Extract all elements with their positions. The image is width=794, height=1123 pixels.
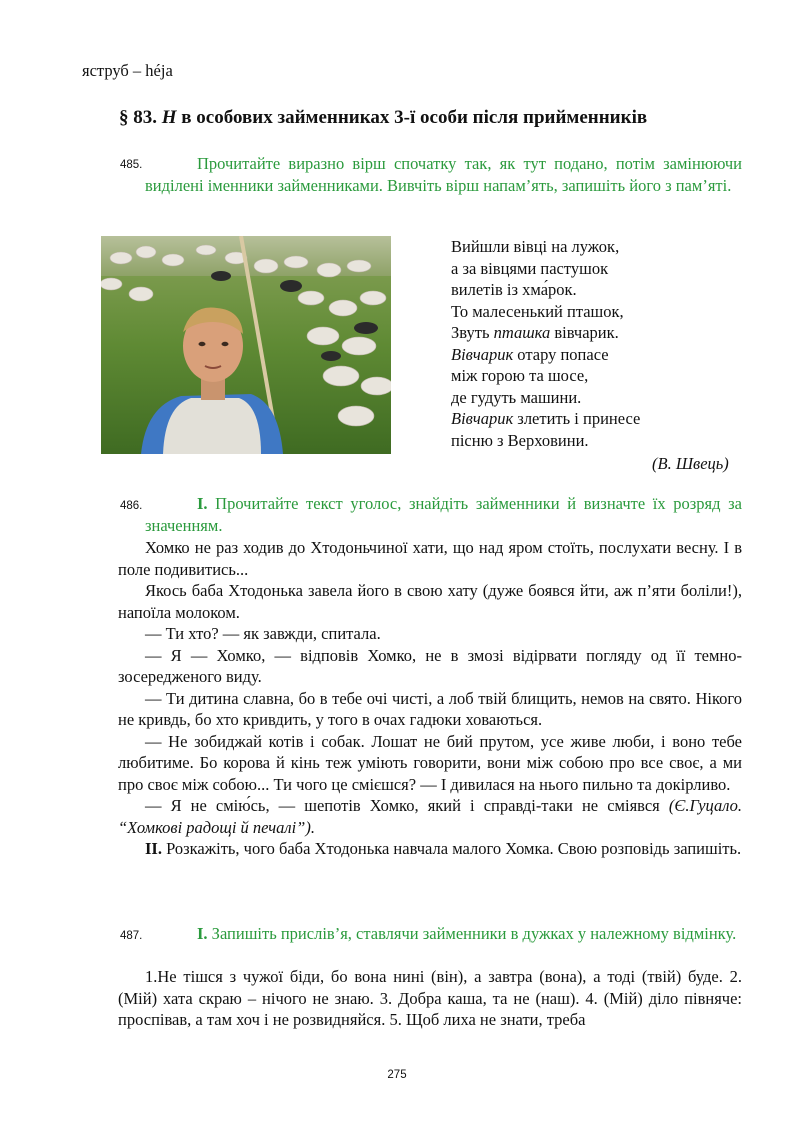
poem-line: пісню з Верховини. (451, 430, 589, 450)
section-title-rest: в особових займенниках 3-ї особи після прийменників (176, 107, 648, 128)
exercise-486-text (118, 537, 742, 860)
task-roman-numeral: I. (197, 924, 208, 943)
exercise-486-number: 486. (120, 500, 143, 512)
poem-text: злетить і принесе (513, 409, 641, 428)
text-paragraph (118, 795, 742, 838)
text-paragraph: — Ти хто? — як завжди, спитала. (145, 624, 381, 643)
poem-line: а за вівцями пастушок (451, 258, 609, 278)
top-line: яструб – héja (82, 61, 173, 80)
poem-highlight: Вівчарик (451, 409, 514, 428)
task-text: Прочитайте текст уголос, знайдіть займенники й визначте їх розряд за значенням. (145, 494, 742, 535)
exercise-487-task (145, 923, 742, 945)
text-paragraph: — Я — Хомко, — відповів Хомко, не в змозі відірвати погляду од її темно-зосередженого виду. (118, 645, 742, 686)
text-paragraph: Хомко не раз ходив до Хтодоньчиної хати, що над яром стоїть, послухати весну. І в поле подивитись... (118, 538, 742, 579)
poem-line (451, 408, 640, 430)
text-paragraph: — Не зобиджай котів і собак. Лошат не бий прутом, усе живе люби, і воно тебе любитиме. Бо корова й кінь теж уміють говорити, вони між собою про все своє, а ми про своє між собою... Ти чого це смієшся? — І дивилася на нього пильно та докірливо. (118, 731, 742, 794)
poem-line: між горою та шосе, (451, 366, 589, 385)
poem-line: вилетів із хма́рок. (451, 280, 577, 299)
task-text: Запишіть прислів’я, ставлячи займенники в дужках у належному відмінку. (207, 924, 737, 943)
poem-line: Вийшли вівці на лужок, (451, 237, 620, 256)
exercise-487-number: 487. (120, 930, 143, 942)
poem-author: (В. Швець) (652, 454, 729, 473)
task-roman-numeral: I. (197, 494, 208, 513)
poem-highlight: пташка (493, 323, 551, 342)
poem-line (451, 344, 640, 366)
photo-illustration (101, 236, 391, 454)
poem (451, 236, 640, 451)
text-paragraph: Якось баба Хтодонька завела його в свою хату (дуже боявся йти, аж п’яти боліли!), напоїла молоком. (118, 581, 742, 622)
poem-text: Звуть (451, 323, 494, 342)
poem-text: вівчарик. (550, 323, 619, 342)
source-citation: (Є.Гуцало. “Хомкові радощі й печалі”). (118, 796, 742, 837)
page-number: 275 (387, 1069, 407, 1081)
photo-boy-with-sheep (101, 236, 391, 454)
exercise-485-number: 485. (120, 159, 143, 171)
task-text: Розкажіть, чого баба Хтодонька навчала малого Хомка. Свою розповідь запишіть. (161, 839, 742, 858)
poem-line: де гудуть машини. (451, 387, 582, 407)
section-title-italic: Н (161, 107, 177, 128)
poem-line: То малесенький пташок, (451, 301, 624, 321)
poem-line (451, 322, 640, 344)
exercise-486-task (145, 493, 742, 536)
poem-highlight: Вівчарик (451, 344, 514, 364)
task-roman-numeral: II. (145, 839, 162, 858)
exercise-485-task: Прочитайте виразно вірш спочатку так, як тут подано, потім замінюючи виділені іменники займенниками. Вивчіть вірш напам’ять, запишіть його з пам’яті. (145, 154, 742, 195)
section-title (119, 107, 647, 129)
exercise-487-proverbs: 1.Не тішся з чужої біди, бо вона нині (він), а завтра (вона), а тоді (твій) буде. 2. (Мій) хата скраю – нічого не знаю. 3. Добра каша, та не (наш). 4. (Мій) діло півняче: проспівав, а там хоч і не розвидняйся. 5. Щоб лиха не знати, треба (118, 967, 742, 1029)
task-2 (118, 838, 742, 860)
poem-text: отару попасе (513, 344, 609, 364)
section-title-prefix: § 83. (119, 107, 162, 128)
paragraph-text: — Я не смію́сь, — шепотів Хомко, який і справді-таки не сміявся (145, 796, 669, 815)
text-paragraph: — Ти дитина славна, бо в тебе очі чисті, а лоб твій блищить, немов на свято. Нікого не кривдь, бо хто кривдить, у того в очах гадюки ховаються. (118, 688, 742, 729)
